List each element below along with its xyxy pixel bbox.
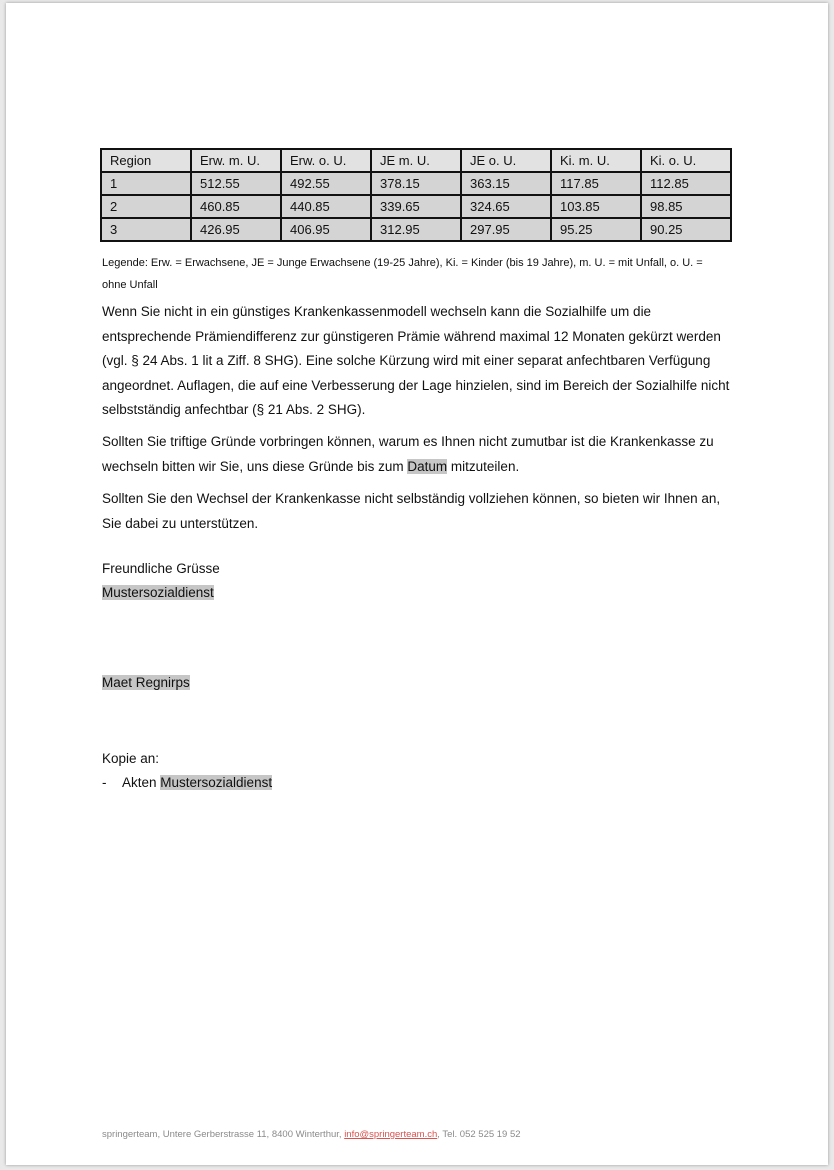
table-cell: 117.85: [551, 172, 641, 195]
page-footer: [102, 1129, 521, 1140]
table-cell: 90.25: [641, 218, 731, 241]
table-cell: 378.15: [371, 172, 461, 195]
paragraph-reasons: [102, 430, 732, 479]
table-cell: 460.85: [191, 195, 281, 218]
premium-table: [100, 148, 732, 242]
column-header: Ki. m. U.: [551, 149, 641, 172]
table-header-row: [101, 149, 731, 172]
table-cell: 492.55: [281, 172, 371, 195]
table-cell: 2: [101, 195, 191, 218]
table-cell: 406.95: [281, 218, 371, 241]
table-cell: 95.25: [551, 218, 641, 241]
table-cell: 363.15: [461, 172, 551, 195]
document-page: [6, 3, 828, 1165]
signatory-placeholder: Maet Regnirps: [102, 675, 190, 690]
table-cell: 103.85: [551, 195, 641, 218]
table-cell: 339.65: [371, 195, 461, 218]
closing-greeting: Freundliche Grüsse: [102, 561, 220, 576]
table-cell: 112.85: [641, 172, 731, 195]
column-header: Ki. o. U.: [641, 149, 731, 172]
paragraph-reasons-end: mitzuteilen.: [447, 458, 520, 474]
table-legend: Legende: Erw. = Erwachsene, JE = Junge Erwachsene (19-25 Jahre), Ki. = Kinder (bis 19 Jahre), m. U. = mit Unfall, o. U. = ohne Unfall: [102, 257, 703, 291]
column-header: Erw. o. U.: [281, 149, 371, 172]
table-cell: 512.55: [191, 172, 281, 195]
copy-bullet: -: [102, 775, 107, 790]
footer-phone: , Tel. 052 525 19 52: [437, 1129, 521, 1140]
copy-item-prefix: Akten: [122, 775, 161, 790]
footer-address: springerteam, Untere Gerberstrasse 11, 8400 Winterthur,: [102, 1129, 345, 1140]
paragraph-support: Sollten Sie den Wechsel der Krankenkasse nicht selbständig vollziehen können, so bieten wir Ihnen an, Sie dabei zu unterstützen.: [102, 491, 721, 531]
column-header: JE o. U.: [461, 149, 551, 172]
organization-placeholder: Mustersozialdienst: [102, 585, 214, 600]
column-header: JE m. U.: [371, 149, 461, 172]
table-cell: 312.95: [371, 218, 461, 241]
table-cell: 3: [101, 218, 191, 241]
closing-organization: [102, 583, 214, 603]
column-header: Region: [101, 149, 191, 172]
table-cell: 324.65: [461, 195, 551, 218]
table-cell: 426.95: [191, 218, 281, 241]
table-cell: 297.95: [461, 218, 551, 241]
table-row: [101, 195, 731, 218]
table-cell: 440.85: [281, 195, 371, 218]
table-row: [101, 172, 731, 195]
column-header: Erw. m. U.: [191, 149, 281, 172]
paragraph-premium-reduction: Wenn Sie nicht in ein günstiges Krankenkassenmodell wechseln kann die Sozialhilfe um die entsprechende Prämiendifferenz zur günstigeren Prämie während maximal 12 Monaten gekürzt werden (vgl. § 24 Abs. 1 lit a Ziff. 8 SHG). Eine solche Kürzung wird mit einer separat anfechtbaren Verfügung angeordnet. Auflagen, die auf eine Verbesserung der Lage hinzielen, sind im Bereich der Sozialhilfe nicht selbstständig anfechtbar (§ 21 Abs. 2 SHG).: [102, 304, 730, 417]
footer-email-link[interactable]: info@springerteam.ch: [344, 1129, 438, 1140]
paragraph-reasons-text: Sollten Sie triftige Gründe vorbringen können, warum es Ihnen nicht zumutbar ist die Krankenkasse zu wechseln bitten wir Sie, uns diese Gründe bis zum: [102, 434, 714, 474]
table-cell: 1: [101, 172, 191, 195]
copy-item: [102, 773, 272, 793]
date-placeholder: Datum: [407, 458, 448, 474]
table-row: [101, 218, 731, 241]
copy-label: Kopie an:: [102, 751, 160, 766]
signatory-line: [102, 673, 190, 693]
copy-organization-placeholder: Mustersozialdienst: [160, 775, 273, 790]
table-cell: 98.85: [641, 195, 731, 218]
